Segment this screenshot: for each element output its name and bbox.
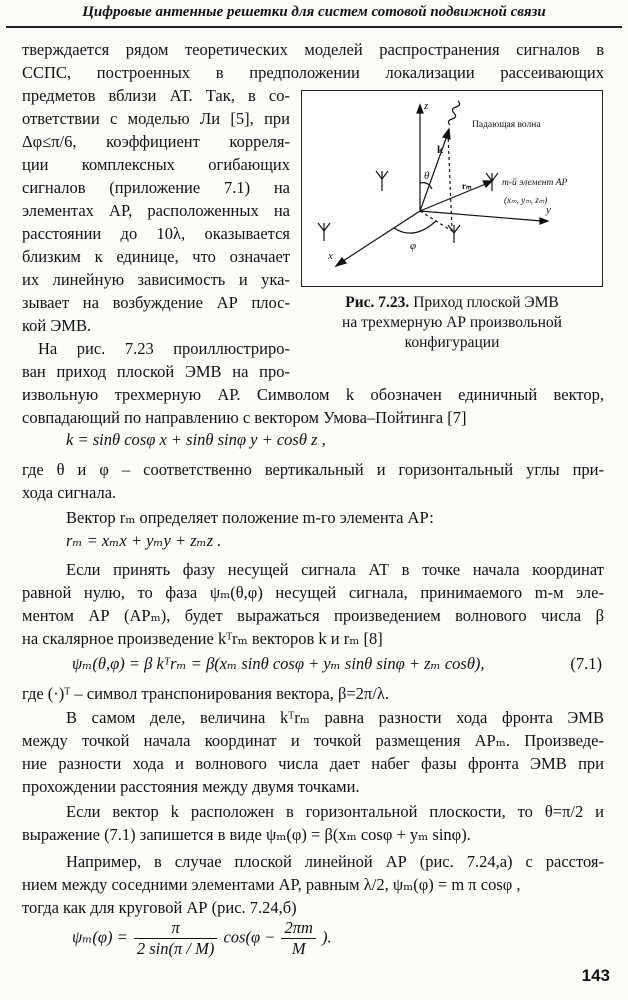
paragraph-3 xyxy=(22,458,604,504)
antenna-icon xyxy=(318,223,330,241)
phi-arc xyxy=(394,221,436,233)
text-line: Если вектор k расположен в горизонтальной плоскости, то θ=π/2 и xyxy=(66,802,604,821)
text-line: тогда как для круговой АР (рис. 7.24,б) xyxy=(22,898,297,917)
paragraph-7 xyxy=(22,706,604,798)
text-line: На рис. 7.23 проиллюстриро- xyxy=(38,339,290,358)
text-line: ментом АР (АРₘ), будет выражаться произведением волнового числа β xyxy=(22,606,604,625)
text-line: расстоянии до 10λ, оказывается xyxy=(22,224,290,243)
figure-caption xyxy=(300,293,604,353)
equation-7-1: ψₘ(θ,φ) = β kᵀrₘ = β(xₘ sinθ cosφ + yₘ sinθ sinφ + zₘ cosθ), xyxy=(72,654,485,673)
rm-arrow xyxy=(483,181,492,187)
running-header: Цифровые антенные решетки для систем сотовой подвижной связи xyxy=(82,4,546,20)
fraction xyxy=(281,918,315,959)
caption-bold: Рис. 7.23. xyxy=(345,294,410,311)
text-line: ции комплексных огибающих xyxy=(22,155,290,174)
text-line: ние разности хода и волнового числа дает набег фазы фронта ЭМВ при xyxy=(22,754,604,773)
equation-r: rₘ = xₘx + yₘy + zₘz . xyxy=(66,531,222,550)
paragraph-9 xyxy=(22,850,604,919)
text-line: Вектор rₘ определяет положение m-го элемента АР: xyxy=(66,508,434,527)
text-line: Например, в случае плоской линейной АР (рис. 7.24,а) с расстоя- xyxy=(66,852,604,871)
text-line: кой ЭМВ. xyxy=(22,316,92,335)
text-line: Δφ≤π/6, коэффициент корреля- xyxy=(22,132,290,151)
text-line: сигналов (приложение 7.1) на xyxy=(22,178,290,197)
paragraph-1-wrap xyxy=(22,84,290,337)
text-line: их линейную зависимость и ука- xyxy=(22,270,290,289)
antenna-icon xyxy=(376,171,388,191)
wave-icon xyxy=(448,101,459,125)
text-line: близким к единице, что означает xyxy=(22,247,290,266)
figure-7-23 xyxy=(301,90,603,287)
text-line: ван приход плоской ЭМВ на про- xyxy=(22,362,290,381)
equation-k: k = sinθ cosφ x + sinθ sinφ y + cosθ z , xyxy=(66,430,326,449)
z-arrow xyxy=(417,105,423,113)
equation-circular xyxy=(72,918,332,959)
wave-label: Падающая волна xyxy=(472,120,541,130)
z-label: z xyxy=(424,100,429,112)
numerator: π xyxy=(134,918,217,939)
k-label: k xyxy=(437,144,444,156)
text-line: где θ и φ – соответственно вертикальный и горизонтальный углы при- xyxy=(22,460,604,479)
text-line: выражение (7.1) запишется в виде ψₘ(φ) = β(xₘ cosφ + yₘ sinφ). xyxy=(22,825,471,844)
paragraph-2-wrap xyxy=(38,337,290,360)
page-number: 143 xyxy=(581,966,610,985)
y-axis xyxy=(420,211,542,221)
text-line: между точкой начала координат и точкой размещения АРₘ. Произведе- xyxy=(22,731,604,750)
text-line: предметов вблизи АТ. Так, в со- xyxy=(22,86,290,105)
paragraph-1 xyxy=(22,38,604,84)
paragraph-2 xyxy=(22,383,604,429)
denominator: 2 sin(π / M) xyxy=(136,939,215,958)
x-arrow xyxy=(336,258,346,266)
text-line: В самом деле, величина kᵀrₘ равна разности хода фронта ЭМВ xyxy=(66,708,604,727)
x-label: x xyxy=(328,250,333,262)
text-line: ССПС, построенных в предположении локализации рассеивающих xyxy=(22,63,604,82)
text-line: прохождении расстояния между двумя точками. xyxy=(22,777,360,796)
eq-end: ). xyxy=(322,927,332,947)
eq-lhs: ψₘ(φ) = xyxy=(72,927,128,947)
text-line: Если принять фазу несущей сигнала АТ в точке начала координат xyxy=(66,560,604,579)
theta-label: θ xyxy=(424,170,430,182)
figure-diagram xyxy=(302,91,602,286)
element-label: m-й элемент АР xyxy=(502,178,568,188)
text-line: где (·)ᵀ – символ транспонирования вектора, β=2π/λ. xyxy=(22,684,389,703)
text-line: хода сигнала. xyxy=(22,483,117,502)
paragraph-6 xyxy=(22,682,604,705)
text-line: равной нулю, то фаза ψₘ(θ,φ) несущей сигнала, принимаемого m-м эле- xyxy=(22,583,604,602)
x-axis xyxy=(340,211,420,263)
coords-label: (xₘ, yₘ, zₘ) xyxy=(504,195,548,205)
text-line: извольную трехмерную АР. Символом k обозначен единичный вектор, xyxy=(22,385,604,404)
text-line: нием между соседними элементами АР, равным λ/2, ψₘ(φ) = m π cosφ , xyxy=(22,875,521,894)
paragraph-4 xyxy=(66,506,606,529)
y-label: y xyxy=(546,204,551,216)
text-line: на скалярное произведение kᵀrₘ векторов k и rₘ [8] xyxy=(22,629,383,648)
phi-label: φ xyxy=(410,240,417,252)
paragraph-8 xyxy=(22,800,604,846)
caption-text: на трехмерную АР произвольной xyxy=(342,314,562,331)
projection-line xyxy=(448,133,452,231)
caption-text: конфигурации xyxy=(404,334,500,351)
k-arrow xyxy=(443,129,450,139)
fraction xyxy=(134,918,217,959)
text-line: совпадающий по направлению с вектором Умова–Пойтинга [7] xyxy=(22,408,467,427)
equation-number: (7.1) xyxy=(570,654,602,673)
eq-mid: cos(φ − xyxy=(223,927,276,947)
y-arrow xyxy=(540,218,548,224)
rm-label: rₘ xyxy=(462,181,472,191)
header-rule xyxy=(6,26,622,28)
text-line: тверждается рядом теоретических моделей распространения сигналов в xyxy=(22,40,604,59)
paragraph-5 xyxy=(22,558,604,650)
caption-text: Приход плоской ЭМВ xyxy=(413,294,559,311)
numerator: 2πm xyxy=(281,918,315,939)
text-line: зывает на возбуждение АР плос- xyxy=(22,293,290,312)
text-line: элементах АР, расположенных на xyxy=(22,201,290,220)
text-line: ответствии с моделью Ли [5], при xyxy=(22,109,290,128)
rm-vector xyxy=(420,183,488,211)
paragraph-2-wrap-b xyxy=(22,360,290,383)
antenna-icon xyxy=(448,225,460,243)
denominator: M xyxy=(291,939,306,958)
